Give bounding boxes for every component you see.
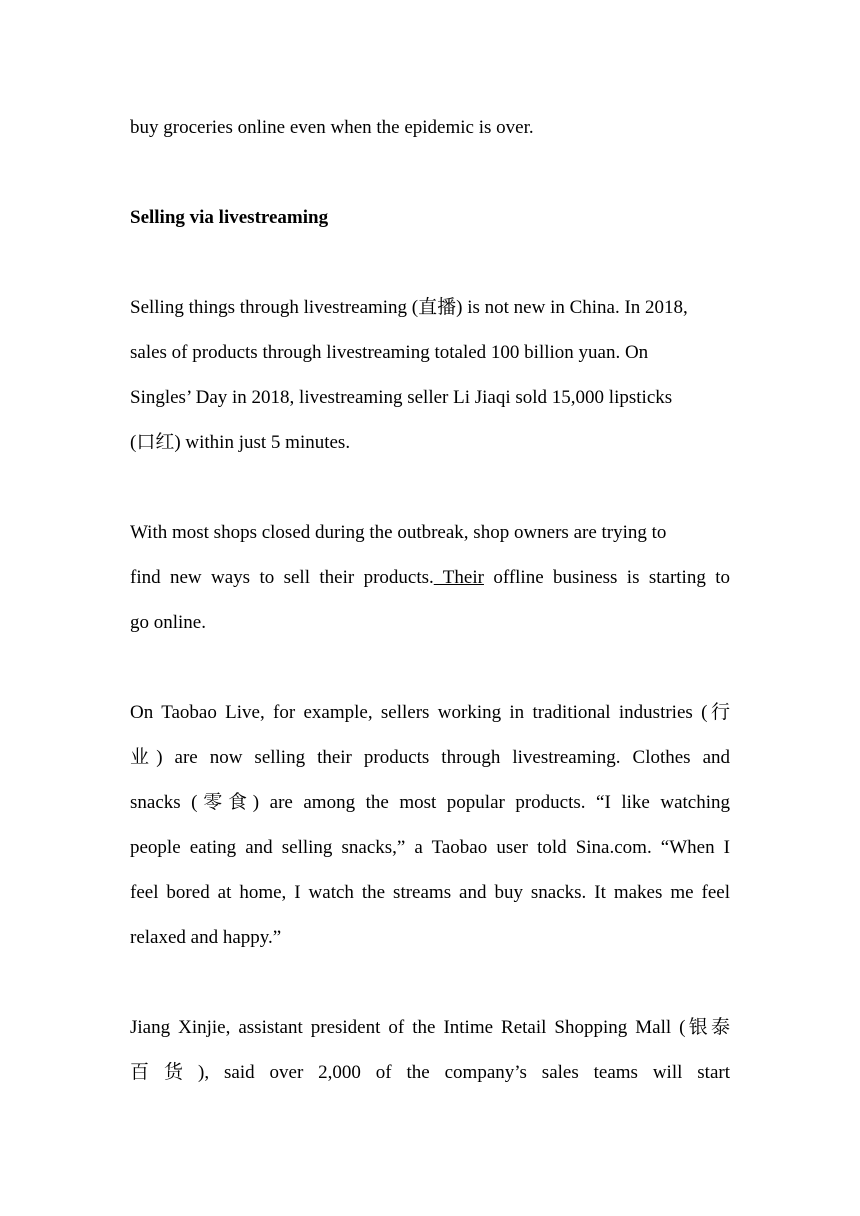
- paragraph-line: go online.: [130, 612, 206, 633]
- paragraph-line: buy groceries online even when the epidemic is over.: [130, 117, 534, 138]
- paragraph-line: 百 货 ), said over 2,000 of the company’s sales teams will start: [130, 1062, 730, 1083]
- paragraph-line: [130, 566, 730, 590]
- paragraph-line: relaxed and happy.”: [130, 927, 282, 948]
- paragraph-line: (口红) within just 5 minutes.: [130, 432, 351, 453]
- paragraph-line: [130, 341, 730, 365]
- underlined-word: Their: [433, 567, 484, 588]
- paragraph-line: 业) are now selling their products through livestreaming. Clothes and: [130, 747, 730, 768]
- line-text: find new ways to sell their products.: [130, 567, 434, 588]
- paragraph-line: people eating and selling snacks,” a Taobao user told Sina.com. “When I: [130, 837, 730, 858]
- paragraph-line: [130, 386, 730, 410]
- paragraph-line: [130, 296, 730, 320]
- paragraph-line: [130, 521, 730, 545]
- paragraph-line: On Taobao Live, for example, sellers working in traditional industries (行: [130, 702, 730, 723]
- line-text: Singles’ Day in 2018, livestreaming seller Li Jiaqi sold 15,000 lipsticks: [130, 387, 673, 408]
- paragraph-line: feel bored at home, I watch the streams and buy snacks. It makes me feel: [130, 882, 730, 903]
- paragraph-line: snacks (零食) are among the most popular products. “I like watching: [130, 792, 730, 813]
- line-text: sales of products through livestreaming totaled 100 billion yuan. On: [130, 342, 649, 363]
- line-text: offline business is starting to: [483, 567, 730, 588]
- section-heading: Selling via livestreaming: [130, 207, 329, 228]
- line-text: With most shops closed during the outbreak, shop owners are trying to: [130, 522, 667, 543]
- line-text: Selling things through livestreaming (直播) is not new in China. In 2018,: [130, 297, 688, 318]
- paragraph-line: Jiang Xinjie, assistant president of the Intime Retail Shopping Mall (银泰: [130, 1017, 730, 1038]
